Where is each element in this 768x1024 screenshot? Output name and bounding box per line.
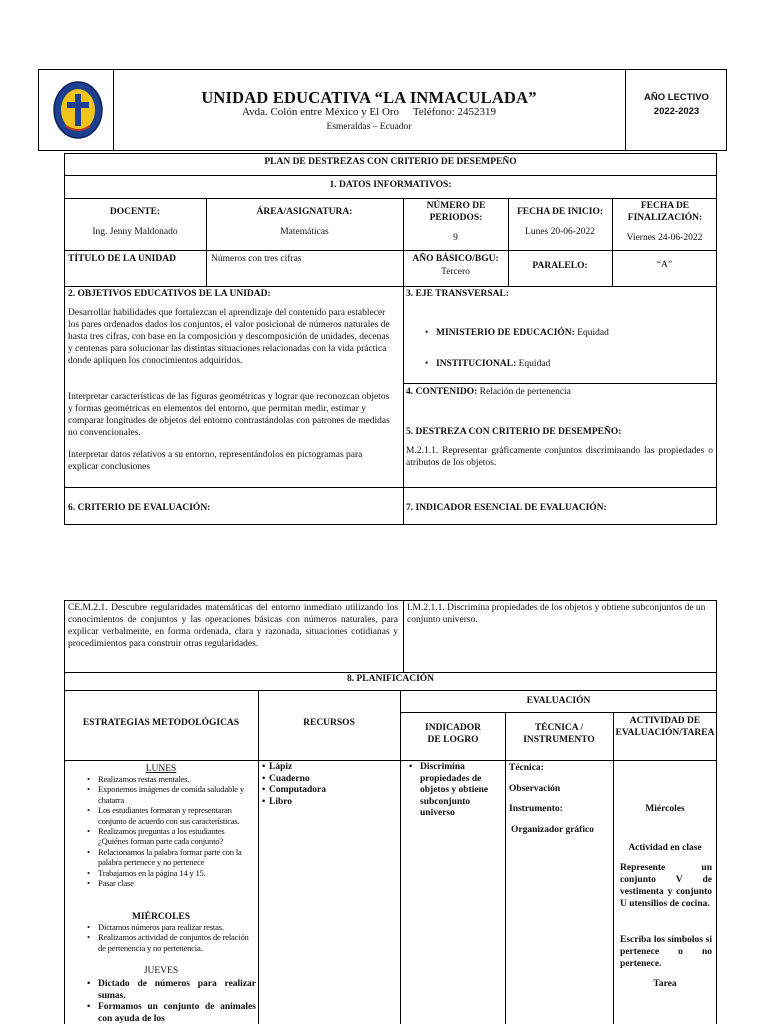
lunes-item: • Relacionamos la palabra formar parte con la palabra pertenece y no pertenece <box>86 847 256 868</box>
jueves-item: • Dictado de números para realizar sumas. <box>86 979 256 1002</box>
rule <box>64 760 717 761</box>
instrumento-value: Organizador gráfico <box>511 825 594 835</box>
planificacion-title: 8. PLANIFICACIÓN <box>346 674 435 684</box>
indicador-logro-header: INDICADOR DE LOGRO <box>425 723 481 745</box>
lunes-item: • Exponemos imágenes de comida saludable y chatarra <box>86 784 256 805</box>
jueves-item: • Formamos un conjunto de animales con ayuda de los <box>86 1002 256 1024</box>
school-address: Avda. Colón entre México y El Oro <box>241 106 400 118</box>
periodos-value: 9 <box>453 233 458 243</box>
recursos-header: RECURSOS <box>303 718 355 728</box>
school-city: Esmeraldas – Ecuador <box>326 122 412 132</box>
miercoles-title: MIÉRCOLES <box>131 912 191 922</box>
jueves-title: JUEVES <box>143 966 179 976</box>
criterio-title: 6. CRITERIO DE EVALUACIÓN: <box>68 503 211 513</box>
objetivo-3: Interpretar datos relativos a su entorno, representándolos en pictogramas para explicar conclusiones <box>68 450 363 472</box>
indicador-title: 7. INDICADOR ESENCIAL DE EVALUACIÓN: <box>406 503 607 513</box>
indicador-text: I.M.2.1.1. Discrimina propiedades de los objetos y obtiene subconjuntos de un conjunto universo. <box>407 603 706 625</box>
recursos-list <box>262 762 396 808</box>
contenido-line <box>406 386 571 398</box>
paralelo-value: “A” <box>656 260 673 270</box>
rule <box>64 690 717 691</box>
instrumento-label: Instrumento: <box>509 804 563 814</box>
anio-value: Tercero <box>441 267 470 277</box>
tecnica-label: Técnica: <box>509 763 544 773</box>
act-day: Miércoles <box>645 804 685 814</box>
eje-item <box>424 327 714 339</box>
actividad-header: ACTIVIDAD DE EVALUACIÓN/TAREA <box>615 716 715 738</box>
lunes-list <box>86 774 256 888</box>
recurso-item: • Lápiz <box>262 762 396 774</box>
rule <box>64 175 717 176</box>
tecnica-header: TÉCNICA / INSTRUMENTO <box>523 723 595 745</box>
rule <box>258 690 259 1024</box>
contenido-value: Relación de pertenencia <box>479 387 571 397</box>
anio-label: AÑO BÁSICO/BGU: <box>412 254 499 264</box>
jueves-list <box>86 979 256 1024</box>
eje-list <box>424 327 714 370</box>
titulo-label: TÍTULO DE LA UNIDAD <box>68 254 176 264</box>
eje-item <box>424 358 714 370</box>
eje-item-value: Equidad <box>518 359 551 369</box>
rule <box>403 383 717 384</box>
miercoles-list <box>86 922 256 953</box>
area-value: Matemáticas <box>280 227 329 237</box>
miercoles-item: • Realizamos actividad de conjuntos de relación de pertenencia y no pertenencia. <box>86 932 256 953</box>
periodos-label: NÚMERO DE PERIODOS: <box>426 201 486 223</box>
fin-value: Viernes 24-06-2022 <box>626 233 703 243</box>
inicio-label: FECHA DE INICIO: <box>516 207 604 217</box>
recurso-item: • Computadora <box>262 785 396 797</box>
lunes-item: • Realizamos preguntas a los estudiantes ¿Quiénes forman parte cada conjunto? <box>86 826 256 847</box>
school-logo <box>52 80 104 140</box>
titulo-value: Números con tres cifras <box>211 254 302 264</box>
objetivo-2: Interpretar características de las figuras geométricas y lograr que reconozcan objetos y formas geométricas en elementos del entorno, que permitan medir, estimar y comparar longitudes de objetos del entorno contrastándolas con patrones de medidas no convencionales. <box>68 392 390 438</box>
rule <box>400 712 717 713</box>
docente-label: DOCENTE: <box>109 207 161 217</box>
school-contact-line <box>113 106 625 119</box>
school-name: UNIDAD EDUCATIVA “LA INMACULADA” <box>201 88 537 107</box>
destreza-value: M.2.1.1. Representar gráficamente conjuntos discriminando las propiedades o atributos de los objetos. <box>406 446 713 468</box>
lunes-title: LUNES <box>145 764 177 774</box>
rule <box>64 198 717 199</box>
rule <box>64 286 717 287</box>
act-tarea: Tarea <box>653 979 677 989</box>
estrategias-header: ESTRATEGIAS METODOLÓGICAS <box>82 718 240 728</box>
eje-title: 3. EJE TRANSVERSAL: <box>406 289 510 299</box>
criterio-text: CE.M.2.1. Descubre regularidades matemáticas del entorno inmediato utilizando los conocimientos de conjuntos y las operaciones básicas con números naturales, para explicar verbalmente, en forma ordenada, clara y razonada, situaciones cotidianas y procedimientos para construir otras regularidades. <box>68 603 398 649</box>
act-text-2: Escriba los símbolos si pertenece o no pertenece. <box>620 935 712 969</box>
lunes-item: • Realizamos restas mentales. <box>86 774 256 784</box>
fin-label: FECHA DE FINALIZACIÓN: <box>627 201 703 223</box>
lunes-item: • Pasar clase <box>86 878 256 888</box>
rule <box>64 487 717 488</box>
rule <box>64 250 717 251</box>
docente-value: Ing. Jenny Maldonado <box>92 227 178 237</box>
lunes-item: • Los estudiantes formaran y representaran conjunto de acuerdo con sus características. <box>86 805 256 826</box>
lunes-item: • Trabajamos en la página 14 y 15. <box>86 868 256 878</box>
inicio-value: Lunes 20-06-2022 <box>525 227 595 237</box>
recurso-item: • Cuaderno <box>262 774 396 786</box>
datos-title: 1. DATOS INFORMATIVOS: <box>329 180 452 190</box>
evaluacion-header: EVALUACIÓN <box>526 696 591 706</box>
year-value: 2022-2023 <box>653 106 700 117</box>
area-label: ÁREA/ASIGNATURA: <box>256 207 353 217</box>
school-phone: Teléfono: 2452319 <box>412 106 497 118</box>
rule <box>400 690 401 1024</box>
rule <box>403 600 404 672</box>
plan-title: PLAN DE DESTREZAS CON CRITERIO DE DESEMPEÑO <box>264 157 517 167</box>
destreza-title: 5. DESTREZA CON CRITERIO DE DESEMPEÑO: <box>406 427 622 437</box>
act-text-1: Represente un conjunto V de vestimenta y conjunto U utensilios de cocina. <box>620 863 712 909</box>
eje-item-label: MINISTERIO DE EDUCACIÓN: <box>436 328 575 338</box>
contenido-label: 4. CONTENIDO: <box>406 387 478 397</box>
eje-item-value: Equidad <box>577 328 609 338</box>
rule <box>403 286 404 525</box>
paralelo-label: PARALELO: <box>532 261 588 271</box>
year-label: AÑO LECTIVO <box>644 92 709 103</box>
indicador-logro-item: • Discrimina propiedades de objetos y obtiene subconjunto universo <box>408 762 502 820</box>
eje-item-label: INSTITUCIONAL: <box>436 359 517 369</box>
objetivos-title: 2. OBJETIVOS EDUCATIVOS DE LA UNIDAD: <box>68 289 271 299</box>
indicador-logro-list <box>408 762 502 820</box>
objetivo-1: Desarrollar habilidades que fortalezcan el aprendizaje del contenido para establecer los pares ordenados dados los conjuntos, el valor posicional de números naturales de hasta tres cifras, con base en la composición y descomposición de unidades, decenas y centenas para solucionar las distintas situaciones relacionadas con la vida práctica donde apliquen los conocimientos adquiridos. <box>68 308 390 366</box>
act-class: Actividad en clase <box>628 843 702 853</box>
miercoles-item: • Dictamos números para realizar restas. <box>86 922 256 932</box>
rule <box>505 712 506 1024</box>
recurso-item: • Libro <box>262 797 396 809</box>
tecnica-value: Observación <box>509 784 561 794</box>
